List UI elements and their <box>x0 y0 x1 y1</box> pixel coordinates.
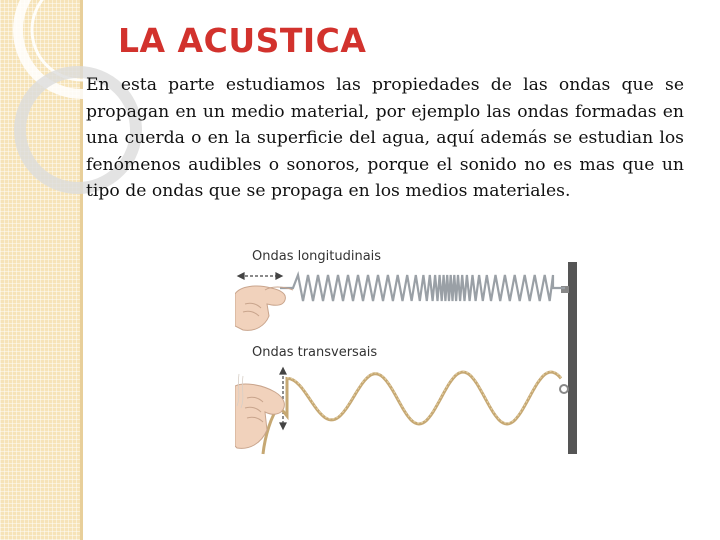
double-arrow-icon <box>238 273 282 279</box>
body-paragraph: En esta parte estudiamos las propiedades de las ondas que se propagan en un medio material, por ejemplo las ondas formadas en una cuerda o en la superficie del agua, aquí además se estudian los fenómenos audibles o sonoros, porque el sonido no es mas que un tipo de ondas que se propaga en los medios materiales. <box>86 75 684 201</box>
waves-figure <box>235 246 585 461</box>
slide-title: LA ACUSTICA <box>118 21 367 60</box>
hand-bottom <box>235 374 284 448</box>
wall <box>568 262 577 454</box>
hand-top <box>235 286 293 330</box>
transverse-rope <box>263 372 561 454</box>
longitudinal-label: Ondas longitudinais <box>252 249 382 264</box>
transverse-label: Ondas transversais <box>252 345 378 360</box>
longitudinal-spring <box>280 275 565 301</box>
